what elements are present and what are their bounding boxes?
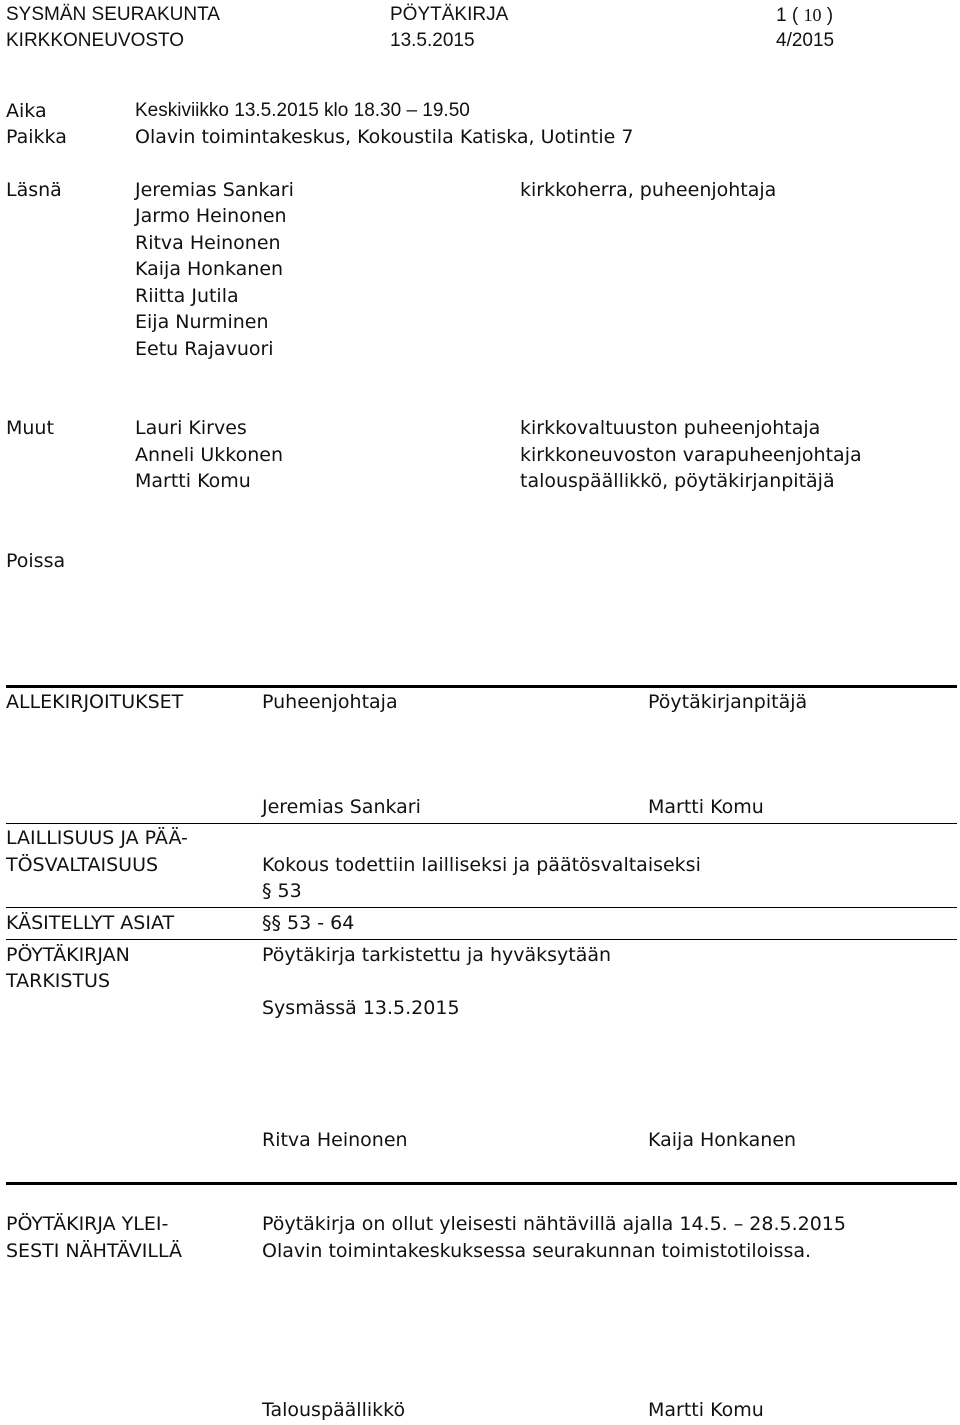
legality-label: LAILLISUUS JA PÄÄ- <box>6 827 188 849</box>
items-value: §§ 53 - 64 <box>262 912 355 934</box>
doc-date: 13.5.2015 <box>390 30 475 51</box>
section-rule <box>6 1182 957 1185</box>
signer-title: Talouspäällikkö <box>262 1399 406 1421</box>
secretary-name: Martti Komu <box>648 796 764 818</box>
present-member: Ritva Heinonen <box>135 232 281 254</box>
present-member: Kaija Honkanen <box>135 258 284 280</box>
present-member: Eija Nurminen <box>135 311 269 333</box>
items-label: KÄSITELLYT ASIAT <box>6 912 175 934</box>
section-rule <box>6 685 957 688</box>
public-text: Pöytäkirja on ollut yleisesti nähtävillä ajalla 14.5. – 28.5.2015 <box>262 1213 846 1235</box>
section-rule <box>6 823 957 824</box>
absent-label: Poissa <box>6 550 66 572</box>
time-label: Aika <box>6 100 47 122</box>
reviewer-name: Kaija Honkanen <box>648 1129 797 1151</box>
review-label: PÖYTÄKIRJAN <box>6 944 130 966</box>
others-label: Muut <box>6 417 54 439</box>
place-value: Olavin toimintakeskus, Kokoustila Katiska, Uotintie 7 <box>135 126 634 148</box>
page-current: 1 <box>776 5 787 26</box>
org-name: SYSMÄN SEURAKUNTA <box>6 4 220 25</box>
present-member: Riitta Jutila <box>135 285 239 307</box>
legality-section: § 53 <box>262 880 302 902</box>
other-member: Martti Komu <box>135 470 251 492</box>
section-rule <box>6 907 957 908</box>
signer-name: Martti Komu <box>648 1399 764 1421</box>
present-member: Jeremias Sankari <box>135 179 294 201</box>
doc-number: 4/2015 <box>776 30 835 51</box>
present-member: Eetu Rajavuori <box>135 338 274 360</box>
public-text-cont: Olavin toimintakeskuksessa seurakunnan toimistotiloissa. <box>262 1240 812 1262</box>
review-place-date: Sysmässä 13.5.2015 <box>262 997 460 1019</box>
secretary-label: Pöytäkirjanpitäjä <box>648 691 808 713</box>
page-number: 1 ( 10 ) <box>776 5 834 26</box>
body-name: KIRKKONEUVOSTO <box>6 30 185 51</box>
review-label-cont: TARKISTUS <box>6 970 111 992</box>
chair-label: Puheenjohtaja <box>262 691 398 713</box>
present-member: Jarmo Heinonen <box>135 205 287 227</box>
legality-label-cont: TÖSVALTAISUUS <box>6 854 159 876</box>
other-member-role: kirkkoneuvoston varapuheenjohtaja <box>520 444 862 466</box>
public-label-cont: SESTI NÄHTÄVILLÄ <box>6 1240 182 1262</box>
page-total: 10 <box>803 5 822 25</box>
section-rule <box>6 939 957 940</box>
other-member: Anneli Ukkonen <box>135 444 284 466</box>
review-text: Pöytäkirja tarkistettu ja hyväksytään <box>262 944 612 966</box>
time-value: Keskiviikko 13.5.2015 klo 18.30 – 19.50 <box>135 100 470 121</box>
legality-text: Kokous todettiin lailliseksi ja päätösvaltaiseksi <box>262 854 701 876</box>
other-member-role: talouspäällikkö, pöytäkirjanpitäjä <box>520 470 835 492</box>
public-label: PÖYTÄKIRJA YLEI- <box>6 1213 169 1235</box>
present-member-role: kirkkoherra, puheenjohtaja <box>520 179 777 201</box>
doc-type: PÖYTÄKIRJA <box>390 4 509 25</box>
other-member-role: kirkkovaltuuston puheenjohtaja <box>520 417 821 439</box>
reviewer-name: Ritva Heinonen <box>262 1129 408 1151</box>
chair-name: Jeremias Sankari <box>262 796 421 818</box>
place-label: Paikka <box>6 126 67 148</box>
signatures-label: ALLEKIRJOITUKSET <box>6 691 184 713</box>
present-label: Läsnä <box>6 179 62 201</box>
other-member: Lauri Kirves <box>135 417 247 439</box>
